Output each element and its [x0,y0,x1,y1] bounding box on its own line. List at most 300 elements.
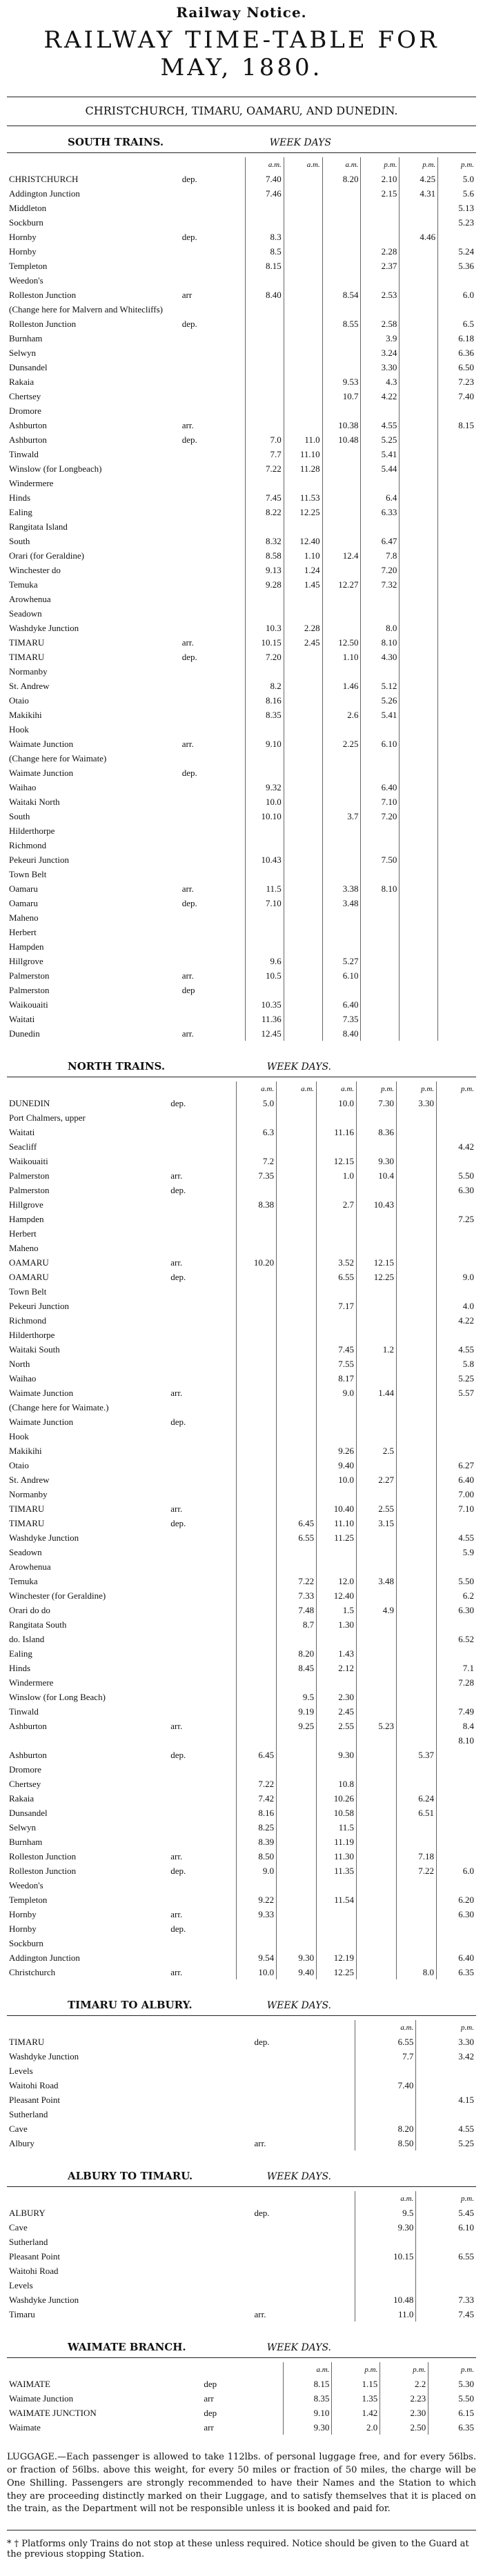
time-cell [322,983,361,997]
station-name: Ealing [9,506,32,517]
time-cell [284,983,322,997]
page-title: RAILWAY TIME-TABLE FOR MAY, 1880. [43,26,440,81]
time-cell [438,896,476,910]
time-cell [284,954,322,968]
time-cell [357,1733,397,1748]
timetable-row [7,939,476,954]
time-cell: 8.15 [245,259,284,273]
station-name: Waitohi Road [9,2265,59,2276]
time-cell [322,519,361,534]
direction-label [180,722,246,737]
station-name: Middleton [9,202,47,213]
time-cell: 8.35 [245,708,284,722]
time-cell: 5.50 [428,2391,476,2406]
timetable-row [7,1777,476,1791]
time-cell: 6.30 [437,1183,476,1197]
section-title: WAIMATE BRANCH. [68,2341,186,2353]
station-name: Ashburton [9,1749,47,1760]
station-name: Sutherland [9,2236,48,2247]
time-cell [438,505,476,519]
direction-label: dep. [170,1184,186,1195]
time-cell: 8.55 [322,317,361,331]
station-name: WAIMATE [9,2378,50,2389]
station-name: WAIMATE JUNCTION [9,2407,97,2418]
time-cell [437,1936,476,1950]
time-cell [237,1690,277,1704]
time-cell [355,2064,416,2078]
time-cell: 7.2 [237,1154,277,1168]
time-cell: 6.35 [428,2420,476,2435]
unit-spacer [168,1081,236,1096]
station-name: Tinwald [9,448,39,459]
direction-label: dep. [254,2207,270,2218]
timetable-row [7,968,476,983]
time-cell: 5.57 [437,1386,476,1400]
station-name: TIMARU [9,1517,45,1528]
time-unit: a.m. [237,1081,277,1096]
time-cell [438,809,476,823]
direction-label [253,2107,355,2121]
time-cell: 11.0 [284,432,322,447]
time-cell [357,1487,397,1501]
time-cell [245,606,284,621]
time-cell: 8.45 [277,1661,317,1675]
time-cell: 10.0 [237,1965,277,1979]
time-cell: 10.38 [322,418,361,432]
direction-label [168,1110,236,1125]
time-cell: 4.15 [416,2093,476,2107]
time-cell [361,606,400,621]
platform-footnote: * † Platforms only Trains do not stop at these unless required. Notice should be given to the Guard at the previous stopping Station. [7,2530,476,2559]
time-cell: 12.25 [284,505,322,519]
time-cell [245,418,284,432]
direction-label [180,939,246,954]
time-cell [357,1893,397,1907]
station-name: Orari do do [9,1604,50,1615]
time-cell [317,1400,357,1415]
timetable-row [7,1675,476,1690]
time-cell [277,1820,317,1835]
time-cell [400,823,438,838]
station-name: Waimate Junction [9,2393,74,2404]
time-cell: 5.25 [437,1371,476,1386]
station-name: Waimate Junction [9,1387,74,1398]
time-cell [284,809,322,823]
time-cell [361,519,400,534]
time-cell [400,534,438,548]
direction-label: dep [204,2378,217,2389]
time-unit: a.m. [317,1081,357,1096]
unit-spacer [180,157,246,172]
timetable-row [7,621,476,635]
time-cell: 9.33 [237,1907,277,1921]
station-name: OAMARU [9,1257,49,1268]
time-cell: 4.3 [361,375,400,389]
time-cell [437,1748,476,1762]
time-cell [400,693,438,708]
time-cell [322,910,361,925]
time-cell: 2.30 [317,1690,357,1704]
time-cell: 11.53 [284,490,322,505]
time-cell: 7.10 [437,1501,476,1516]
time-cell [357,1661,397,1675]
timetable-row [7,259,476,273]
direction-label: arr [181,289,193,300]
time-cell: 11.10 [317,1516,357,1530]
time-cell [322,230,361,244]
time-cell: 12.27 [322,577,361,592]
time-cell [361,273,400,288]
timetable-row [7,2293,476,2307]
time-cell [437,1197,476,1212]
time-cell [416,2107,476,2121]
time-cell: 2.50 [380,2420,428,2435]
time-cell: 3.42 [416,2049,476,2064]
time-cell [317,1487,357,1501]
time-unit: a.m. [284,157,322,172]
time-cell [397,1545,437,1559]
timetable-row [7,302,476,317]
station-name: Hook [9,723,29,735]
time-cell [437,1690,476,1704]
timetable-row [7,1661,476,1675]
time-cell: 12.40 [284,534,322,548]
time-cell: 6.24 [397,1791,437,1806]
station-name: Richmond [9,1315,47,1326]
time-cell: 8.20 [355,2121,416,2136]
time-cell: 8.15 [438,418,476,432]
time-cell [284,230,322,244]
station-name: Sockburn [9,1937,43,1948]
direction-label [253,2049,355,2064]
time-cell: 5.26 [361,693,400,708]
timetable-row [7,2121,476,2136]
station-name: Dromore [9,1764,41,1775]
station-name: Oamaru [9,897,38,908]
time-cell [438,795,476,809]
timetable-row [7,2235,476,2249]
time-cell [322,795,361,809]
time-cell [322,563,361,577]
time-cell [237,1646,277,1661]
station-name: Palmerston [9,984,50,995]
time-cell: 5.13 [438,201,476,215]
timetable-row [7,1241,476,1255]
station-name: Cave [9,2221,28,2233]
time-cell [317,1110,357,1125]
time-cell [357,1704,397,1719]
time-cell: 7.18 [397,1849,437,1864]
time-cell [237,1545,277,1559]
time-cell: 10.0 [317,1472,357,1487]
timetable-row [7,1849,476,1864]
time-cell [400,635,438,650]
time-cell [277,1328,317,1342]
timetable-row [7,2278,476,2293]
timetable-row [7,1748,476,1762]
time-cell [400,505,438,519]
time-cell: 6.2 [437,1588,476,1603]
timetable-row [7,519,476,534]
time-cell [397,1733,437,1748]
time-cell [397,1284,437,1299]
time-cell [237,1270,277,1284]
station-name: Tinwald [9,1706,39,1717]
time-cell [317,1936,357,1950]
unit-spacer [253,2191,355,2206]
time-cell [357,1313,397,1328]
time-cell [357,1429,397,1444]
time-cell: 11.28 [284,461,322,476]
time-cell: 9.5 [355,2206,416,2220]
time-cell [400,563,438,577]
time-unit: p.m. [437,1081,476,1096]
south-trains-section [7,133,476,1041]
direction-label: arr. [170,1170,183,1181]
time-cell [361,954,400,968]
time-cell: 3.30 [416,2035,476,2049]
time-cell [237,1226,277,1241]
time-cell [437,1415,476,1429]
time-cell [397,1893,437,1907]
station-name: Waihao [9,781,37,792]
time-cell [438,403,476,418]
time-cell [277,1733,317,1748]
time-cell: 7.22 [245,461,284,476]
time-cell: 7.46 [245,186,284,201]
time-cell [322,867,361,881]
time-cell [437,1820,476,1835]
time-cell [438,881,476,896]
timetable-row [7,1950,476,1965]
timetable-row [7,1328,476,1342]
station-name: Waitohi Road [9,2079,59,2090]
time-cell: 5.23 [438,215,476,230]
station-name: Pekeuri Junction [9,854,70,865]
timetable-row [7,563,476,577]
timetable-row [7,215,476,230]
station-name: Ealing [9,1648,32,1659]
time-cell [361,751,400,766]
time-cell [437,1241,476,1255]
time-cell [400,432,438,447]
station-name: Hornby [9,231,37,242]
time-cell [400,317,438,331]
time-cell [245,939,284,954]
time-cell [438,766,476,780]
time-cell: 8.36 [357,1125,397,1139]
time-cell [237,1444,277,1458]
time-cell [237,1762,277,1777]
time-cell: 6.0 [437,1864,476,1878]
time-cell: 2.45 [284,635,322,650]
time-cell: 8.5 [245,244,284,259]
time-cell [400,737,438,751]
time-cell: 6.51 [397,1806,437,1820]
direction-label [168,1299,236,1313]
time-cell: 6.10 [361,737,400,751]
time-cell: 8.40 [245,288,284,302]
time-cell [322,461,361,476]
timetable-row [7,1574,476,1588]
time-cell: 7.7 [245,447,284,461]
time-cell [397,1559,437,1574]
direction-label: dep. [181,173,197,184]
direction-label [168,1342,236,1357]
time-cell [397,1472,437,1487]
direction-label [180,925,246,939]
time-cell: 7.45 [416,2307,476,2322]
time-cell: 7.30 [357,1096,397,1110]
timetable-row [7,1212,476,1226]
time-cell [277,1168,317,1183]
time-cell [361,230,400,244]
timetable-row [7,809,476,823]
time-cell [438,650,476,664]
direction-label [168,1545,236,1559]
time-cell [400,375,438,389]
time-cell [237,1183,277,1197]
time-cell: 6.52 [437,1632,476,1646]
direction-label [180,780,246,795]
station-name: TIMARU [9,2036,45,2047]
direction-label: dep. [181,318,197,329]
time-cell [438,751,476,766]
station-name: South [9,810,30,821]
time-cell: 9.30 [284,2420,332,2435]
time-cell: 6.45 [277,1516,317,1530]
time-cell [397,1226,437,1241]
time-cell [317,1328,357,1342]
timetable-row [7,1603,476,1617]
timetable-row [7,2249,476,2264]
time-cell: 12.40 [317,1588,357,1603]
time-cell [322,447,361,461]
time-cell [357,1864,397,1878]
station-name: Weedon's [9,274,43,286]
station-name: Windermere [9,477,54,488]
time-cell: 5.27 [322,954,361,968]
direction-label [180,621,246,635]
time-cell [438,693,476,708]
time-cell [284,403,322,418]
unit-spacer [7,2020,253,2035]
direction-label [180,389,246,403]
time-cell [437,1154,476,1168]
time-cell: 5.41 [361,708,400,722]
station-name: Palmerston [9,970,50,981]
time-cell: 5.8 [437,1357,476,1371]
time-cell [355,2264,416,2278]
time-cell [237,1299,277,1313]
time-cell: 2.28 [284,621,322,635]
time-cell: 7.33 [416,2293,476,2307]
time-cell [245,317,284,331]
station-name: Pleasant Point [9,2250,61,2262]
time-cell [400,780,438,795]
time-cell [245,403,284,418]
direction-label [180,997,246,1012]
time-cell [277,1212,317,1226]
waimate-branch-section [7,2338,476,2435]
time-cell [237,1530,277,1545]
time-cell [237,1574,277,1588]
direction-label [168,1212,236,1226]
station-name: Hook [9,1430,29,1441]
station-name: South [9,535,30,546]
unit-spacer [7,2362,201,2377]
station-name: Dunsandel [9,1807,48,1818]
time-cell [322,505,361,519]
time-cell [397,1299,437,1313]
time-cell [438,679,476,693]
time-cell [397,1487,437,1501]
time-cell [237,1429,277,1444]
timaru-albury-table [7,2020,476,2150]
time-cell: 2.45 [317,1704,357,1719]
timetable-row [7,1545,476,1559]
timetable-row [7,1154,476,1168]
time-cell [400,577,438,592]
time-cell: 5.9 [437,1545,476,1559]
time-cell [277,1835,317,1849]
time-cell [397,1371,437,1386]
station-name: Normanby [9,666,48,677]
timetable-row [7,650,476,664]
direction-label [180,693,246,708]
time-cell: 12.15 [357,1255,397,1270]
timetable-row [7,679,476,693]
time-cell: 1.44 [357,1386,397,1400]
time-cell [322,664,361,679]
direction-label: arr. [181,883,194,894]
station-name: Hornby [9,246,37,257]
time-cell [237,1516,277,1530]
time-cell [284,186,322,201]
station-name: Washdyke Junction [9,2294,79,2305]
time-cell [397,1241,437,1255]
time-cell: 2.15 [361,186,400,201]
direction-label [180,548,246,563]
direction-label: arr. [170,1850,183,1861]
time-cell [400,418,438,432]
time-cell [284,1012,322,1026]
time-cell [277,1400,317,1415]
time-cell: 9.10 [284,2406,332,2420]
direction-label [180,346,246,360]
time-cell [357,1545,397,1559]
time-cell [245,519,284,534]
station-name: Oamaru [9,883,38,894]
direction-label [180,490,246,505]
time-cell [357,1415,397,1429]
time-cell [237,1342,277,1357]
time-cell [245,722,284,737]
direction-label: dep. [181,651,197,662]
time-cell: 3.15 [357,1516,397,1530]
station-name: Sockburn [9,217,43,228]
time-cell [400,461,438,476]
time-cell: 4.9 [357,1603,397,1617]
time-cell: 11.30 [317,1849,357,1864]
time-cell: 7.1 [437,1661,476,1675]
section-title: TIMARU TO ALBURY. [68,1999,193,2011]
time-cell [284,780,322,795]
time-cell [277,1878,317,1893]
station-name: Hillgrove [9,1199,43,1210]
direction-label [168,1893,236,1907]
time-cell [355,2107,416,2121]
